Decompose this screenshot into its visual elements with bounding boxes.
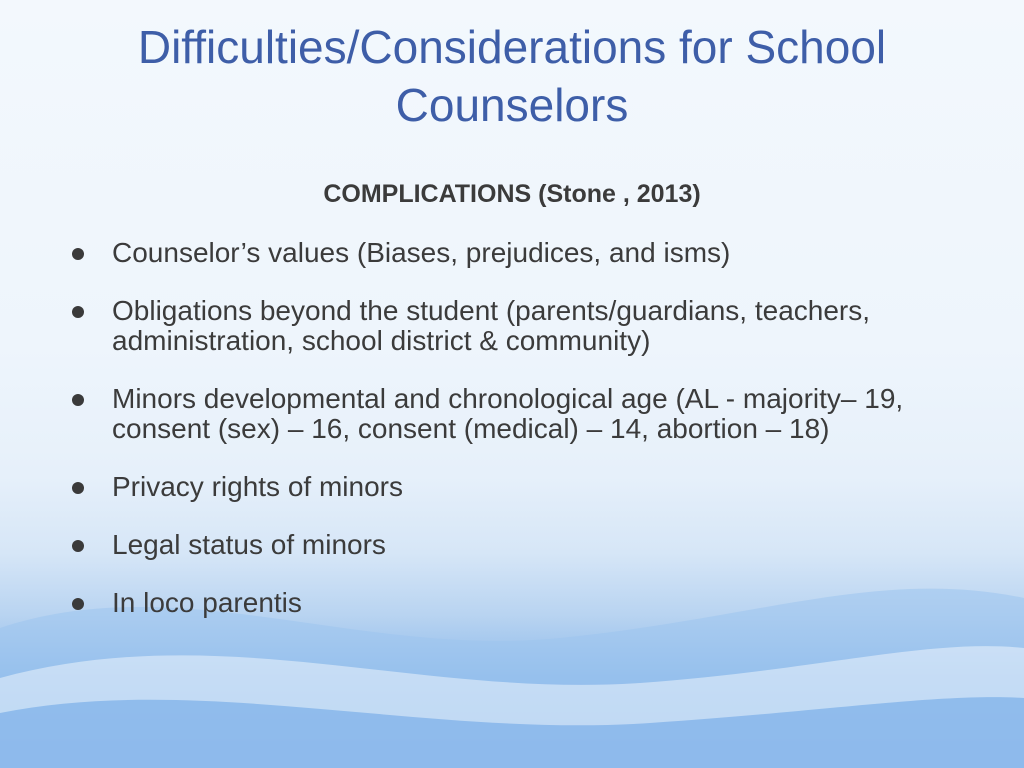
bullet-dot-icon — [72, 394, 84, 406]
bullet-item — [70, 588, 960, 618]
bullet-text: Minors developmental and chronological age (AL - majority– 19, consent (sex) – 16, consent (medical) – 14, abortion – 18) — [112, 383, 904, 444]
bullet-text: In loco parentis — [112, 587, 302, 618]
slide-title: Difficulties/Considerations for School Counselors — [137, 21, 887, 131]
bullet-dot-icon — [72, 598, 84, 610]
bullet-dot-icon — [72, 248, 84, 260]
bullet-item — [70, 530, 960, 560]
bullet-item — [70, 472, 960, 502]
bullet-dot-icon — [72, 306, 84, 318]
bullet-text: Obligations beyond the student (parents/guardians, teachers, administration, school district & community) — [112, 295, 871, 356]
bullet-text: Privacy rights of minors — [112, 471, 403, 502]
bullet-item — [70, 238, 960, 268]
bullet-text: Legal status of minors — [112, 529, 386, 560]
bullet-text: Counselor’s values (Biases, prejudices, and isms) — [112, 237, 731, 268]
bullet-dot-icon — [72, 540, 84, 552]
bullet-item — [70, 384, 960, 444]
bullet-item — [70, 296, 960, 356]
slide-subtitle: COMPLICATIONS (Stone , 2013) — [323, 180, 701, 208]
bullet-dot-icon — [72, 482, 84, 494]
bullet-list — [70, 238, 960, 618]
